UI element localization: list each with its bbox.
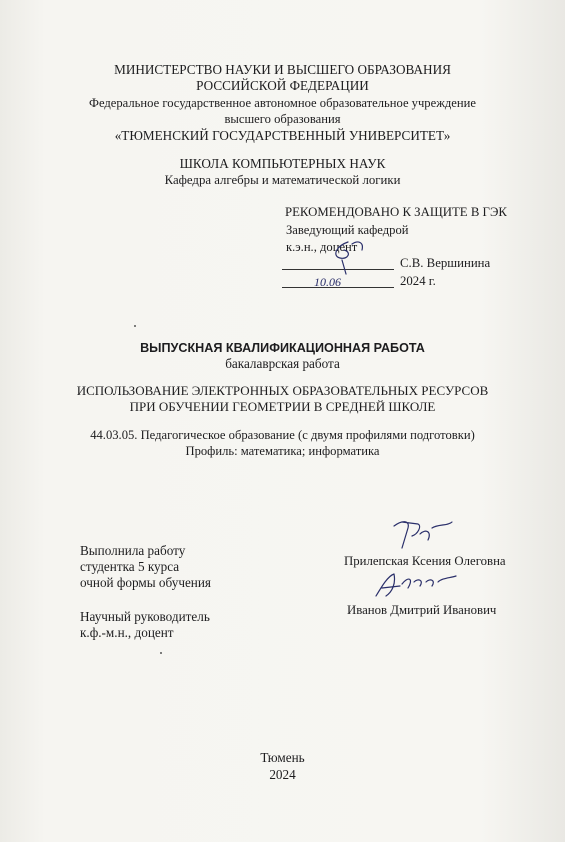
university-name: «ТЮМЕНСКИЙ ГОСУДАРСТВЕННЫЙ УНИВЕРСИТЕТ»: [114, 128, 451, 143]
work-subtype: бакалаврская работа: [225, 356, 340, 371]
approval-position: Заведующий кафедрой: [286, 223, 409, 237]
author-signature: [388, 514, 458, 554]
supervisor-line-2: к.ф.-м.н., доцент: [80, 625, 174, 640]
footer-year: 2024: [269, 767, 296, 782]
approval-title: РЕКОМЕНДОВАНО К ЗАЩИТЕ В ГЭК: [285, 205, 507, 219]
institution-line-2: высшего образования: [224, 112, 341, 126]
supervisor-line-1: Научный руководитель: [80, 609, 210, 624]
footer-city: Тюмень: [260, 750, 305, 765]
institution-line-1: Федеральное государственное автономное образовательное учреждение: [89, 96, 476, 110]
approval-name: С.В. Вершинина: [400, 256, 491, 270]
school-name: ШКОЛА КОМПЬЮТЕРНЫХ НАУК: [179, 156, 386, 171]
author-line-2: студентка 5 курса: [80, 559, 180, 574]
work-profile: Профиль: математика; информатика: [185, 444, 380, 458]
approval-degree: к.э.н., доцент: [286, 240, 358, 254]
supervisor-signature: [372, 566, 462, 606]
head-signature: [322, 236, 372, 276]
work-specialty: 44.03.05. Педагогическое образование (с двумя профилями подготовки): [90, 428, 475, 442]
ministry-line-1: МИНИСТЕРСТВО НАУКИ И ВЫСШЕГО ОБРАЗОВАНИЯ: [114, 62, 451, 77]
work-title-line-2: ПРИ ОБУЧЕНИИ ГЕОМЕТРИИ В СРЕДНЕЙ ШКОЛЕ: [129, 399, 436, 414]
work-type: ВЫПУСКНАЯ КВАЛИФИКАЦИОННАЯ РАБОТА: [140, 341, 425, 355]
ministry-line-2: РОССИЙСКОЙ ФЕДЕРАЦИИ: [196, 78, 369, 93]
department-name: Кафедра алгебры и математической логики: [164, 173, 401, 187]
author-line-1: Выполнила работу: [80, 543, 186, 558]
speck: [134, 325, 136, 327]
approval-year: 2024 г.: [400, 274, 436, 288]
supervisor-name: Иванов Дмитрий Иванович: [347, 603, 497, 617]
approval-date-handwritten: 10.06: [314, 275, 341, 289]
work-title-line-1: ИСПОЛЬЗОВАНИЕ ЭЛЕКТРОННЫХ ОБРАЗОВАТЕЛЬНЫХ РЕСУРСОВ: [76, 383, 489, 398]
speck: [160, 652, 162, 654]
author-line-3: очной формы обучения: [80, 575, 211, 590]
author-name: Прилепская Ксения Олеговна: [344, 554, 506, 568]
